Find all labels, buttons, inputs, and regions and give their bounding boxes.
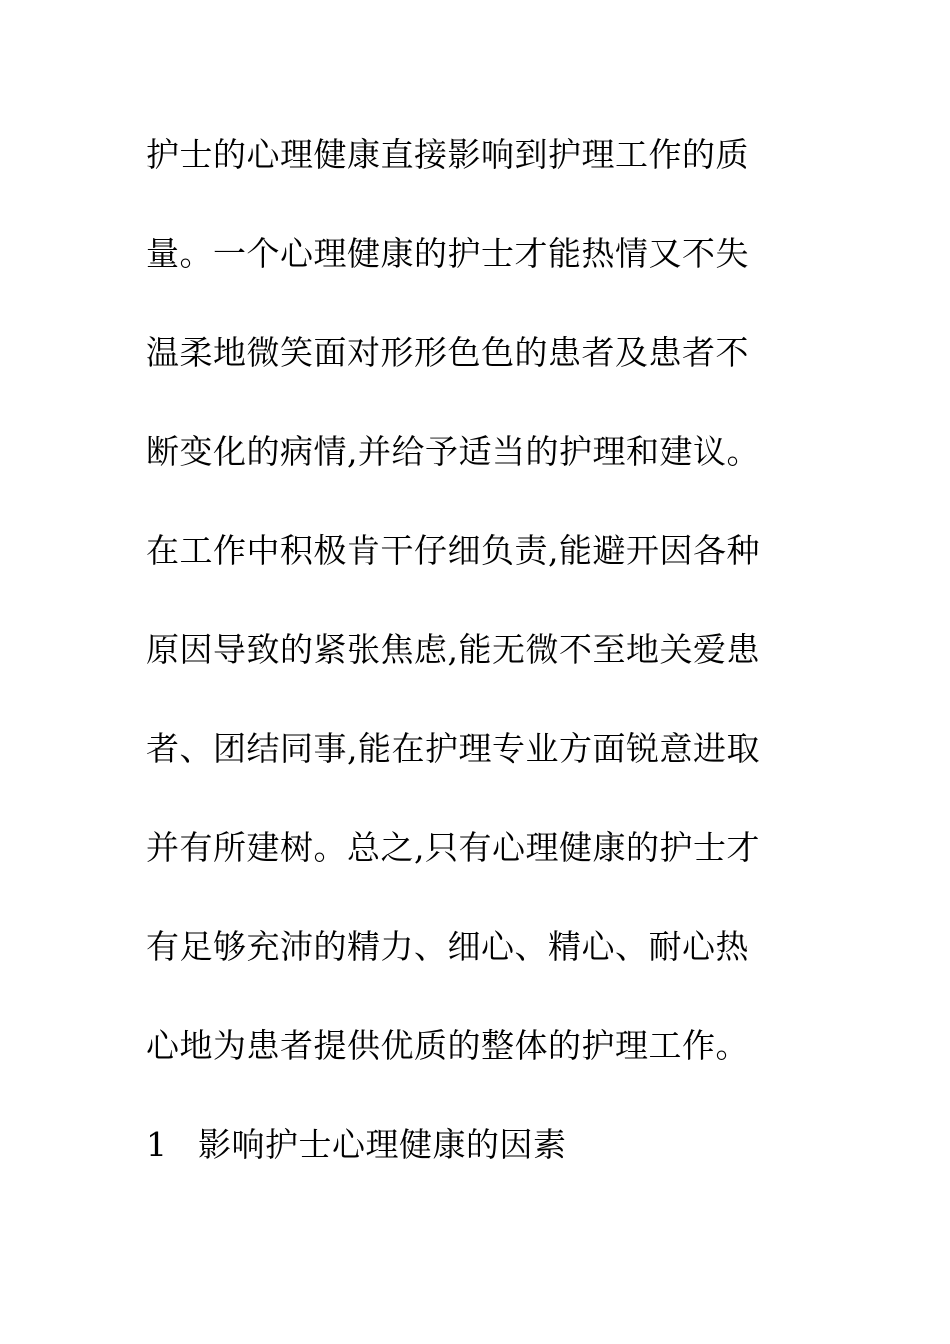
body-text-line-3: 温柔地微笑面对形形色色的患者及患者不 <box>146 333 749 372</box>
body-text-line-4: 断变化的病情,并给予适当的护理和建议。 <box>146 432 760 471</box>
section-heading <box>146 1123 806 1167</box>
body-text-line-5: 在工作中积极肯干仔细负责,能避开因各种 <box>146 531 760 570</box>
body-text-line-10: 心地为患者提供优质的整体的护理工作。 <box>146 1026 749 1065</box>
body-text-line-2: 量。一个心理健康的护士才能热情又不失 <box>146 234 749 273</box>
section-heading-title: 影响护士心理健康的因素 <box>198 1125 567 1164</box>
body-text-line-6: 原因导致的紧张焦虑,能无微不至地关爱患 <box>146 630 760 669</box>
body-text-line-1: 护士的心理健康直接影响到护理工作的质 <box>146 135 749 174</box>
body-text-line-9: 有足够充沛的精力、细心、精心、耐心热 <box>146 927 749 966</box>
body-text-line-8: 并有所建树。总之,只有心理健康的护士才 <box>146 828 760 867</box>
body-text-line-7: 者、团结同事,能在护理专业方面锐意进取 <box>146 729 760 768</box>
section-heading-number: 1 <box>146 1125 168 1164</box>
